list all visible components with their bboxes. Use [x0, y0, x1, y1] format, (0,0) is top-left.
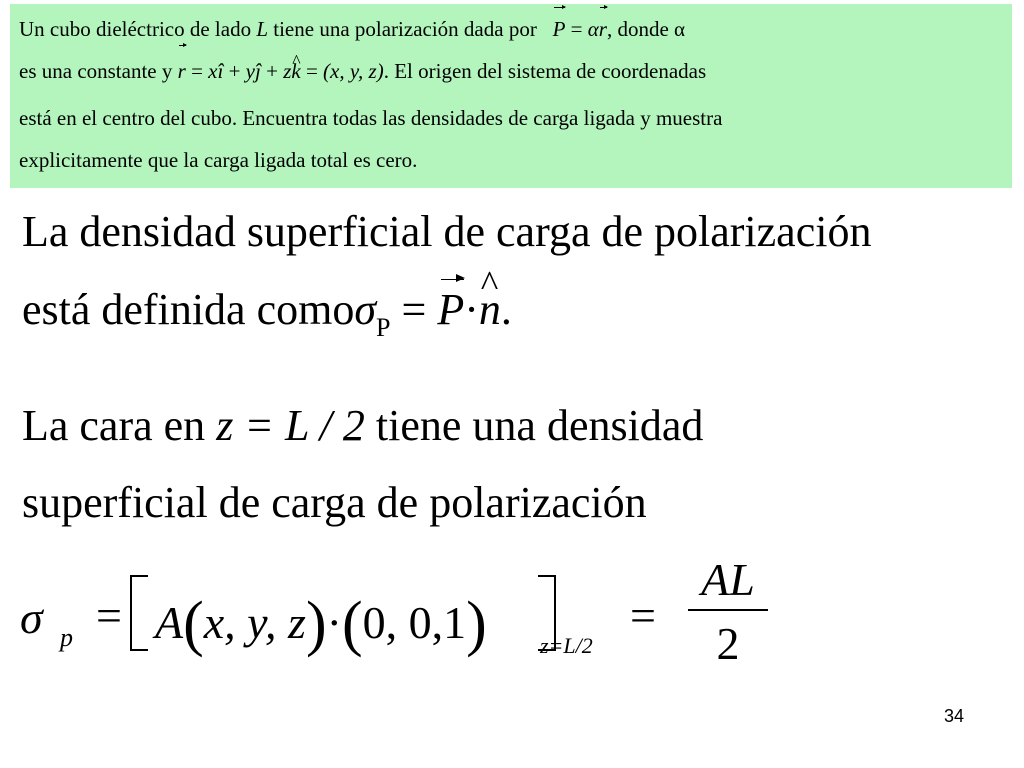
- body-line-4: superficial de carga de polarización: [22, 478, 647, 527]
- var-y: y: [245, 59, 255, 83]
- unit-normal-n: ^ n: [479, 284, 501, 335]
- unit-vector-j: ĵ: [255, 59, 261, 83]
- body-text: está definida como: [22, 285, 355, 334]
- problem-line-2: [19, 48, 1012, 96]
- equals-sign: =: [565, 17, 588, 41]
- face-condition: z = L / 2: [216, 401, 365, 450]
- plus-sign: +: [223, 59, 246, 83]
- problem-text: , donde α: [606, 17, 686, 41]
- dot-operator: ·: [464, 285, 479, 334]
- left-paren: (: [183, 590, 204, 658]
- right-paren: ): [305, 590, 327, 658]
- vector-r: r: [599, 10, 607, 48]
- problem-text: tiene una polarización dada por: [268, 17, 543, 41]
- plus-sign: +: [260, 59, 284, 83]
- problem-text: Un cubo dieléctrico de lado: [19, 17, 257, 41]
- body-line-3: [22, 400, 703, 451]
- problem-line-3: está en el centro del cubo. Encuentra todas las densidades de carga ligada y muestra: [19, 106, 723, 130]
- sigma-subscript: P: [376, 313, 391, 342]
- var-x: x: [208, 59, 218, 83]
- coordinate-tuple: (x, y, z): [323, 59, 384, 83]
- body-text: tiene una densidad: [364, 401, 704, 450]
- fraction-numerator: AL: [701, 554, 755, 605]
- alpha-symbol: α: [587, 17, 599, 41]
- problem-text: . El origen del sistema de coordenadas: [383, 59, 707, 83]
- var-L: L: [256, 17, 269, 41]
- problem-line-4: explicitamente que la carga ligada total es cero.: [19, 148, 418, 172]
- vector-P: P: [437, 285, 465, 334]
- page-number: 34: [943, 706, 964, 726]
- problem-text: es una constante y: [19, 59, 178, 83]
- unit-vector-i: î: [217, 59, 224, 83]
- var-z: z: [283, 59, 292, 83]
- vector-r: r: [178, 48, 186, 94]
- var-A: A: [155, 597, 184, 648]
- fraction-bar: [688, 609, 768, 611]
- sigma-subscript: p: [60, 623, 73, 652]
- equals-sign: =: [630, 590, 656, 641]
- period: .: [500, 285, 512, 334]
- result-fraction: [688, 555, 768, 669]
- dot-operator: ·: [326, 597, 342, 648]
- equals-sign: =: [96, 590, 122, 641]
- body-line-2: [22, 284, 512, 343]
- surface-charge-equation: [20, 555, 780, 685]
- evaluation-subscript: z=L/2: [540, 633, 593, 658]
- left-paren: (: [341, 590, 363, 658]
- left-bracket: [130, 575, 148, 651]
- unit-z-vector: 0, 0,1: [362, 597, 467, 648]
- equals-sign: =: [300, 59, 324, 83]
- problem-statement-box: [10, 4, 1012, 188]
- coordinate-vars: x, y, z: [203, 597, 306, 648]
- dot-product-expression: [155, 589, 487, 660]
- body-line-1: La densidad superficial de carga de polarización: [22, 207, 872, 256]
- equals-sign: =: [390, 285, 438, 334]
- problem-line-1: [19, 10, 1012, 48]
- sigma-symbol: σ: [20, 592, 43, 643]
- unit-vector-k: ^ k: [291, 48, 300, 94]
- vector-P: P: [553, 10, 566, 48]
- sigma-symbol: σ: [354, 285, 377, 334]
- right-paren: ): [466, 590, 487, 658]
- equals-sign: =: [185, 59, 209, 83]
- fraction-denominator: 2: [716, 618, 740, 669]
- body-text: La cara en: [22, 401, 217, 450]
